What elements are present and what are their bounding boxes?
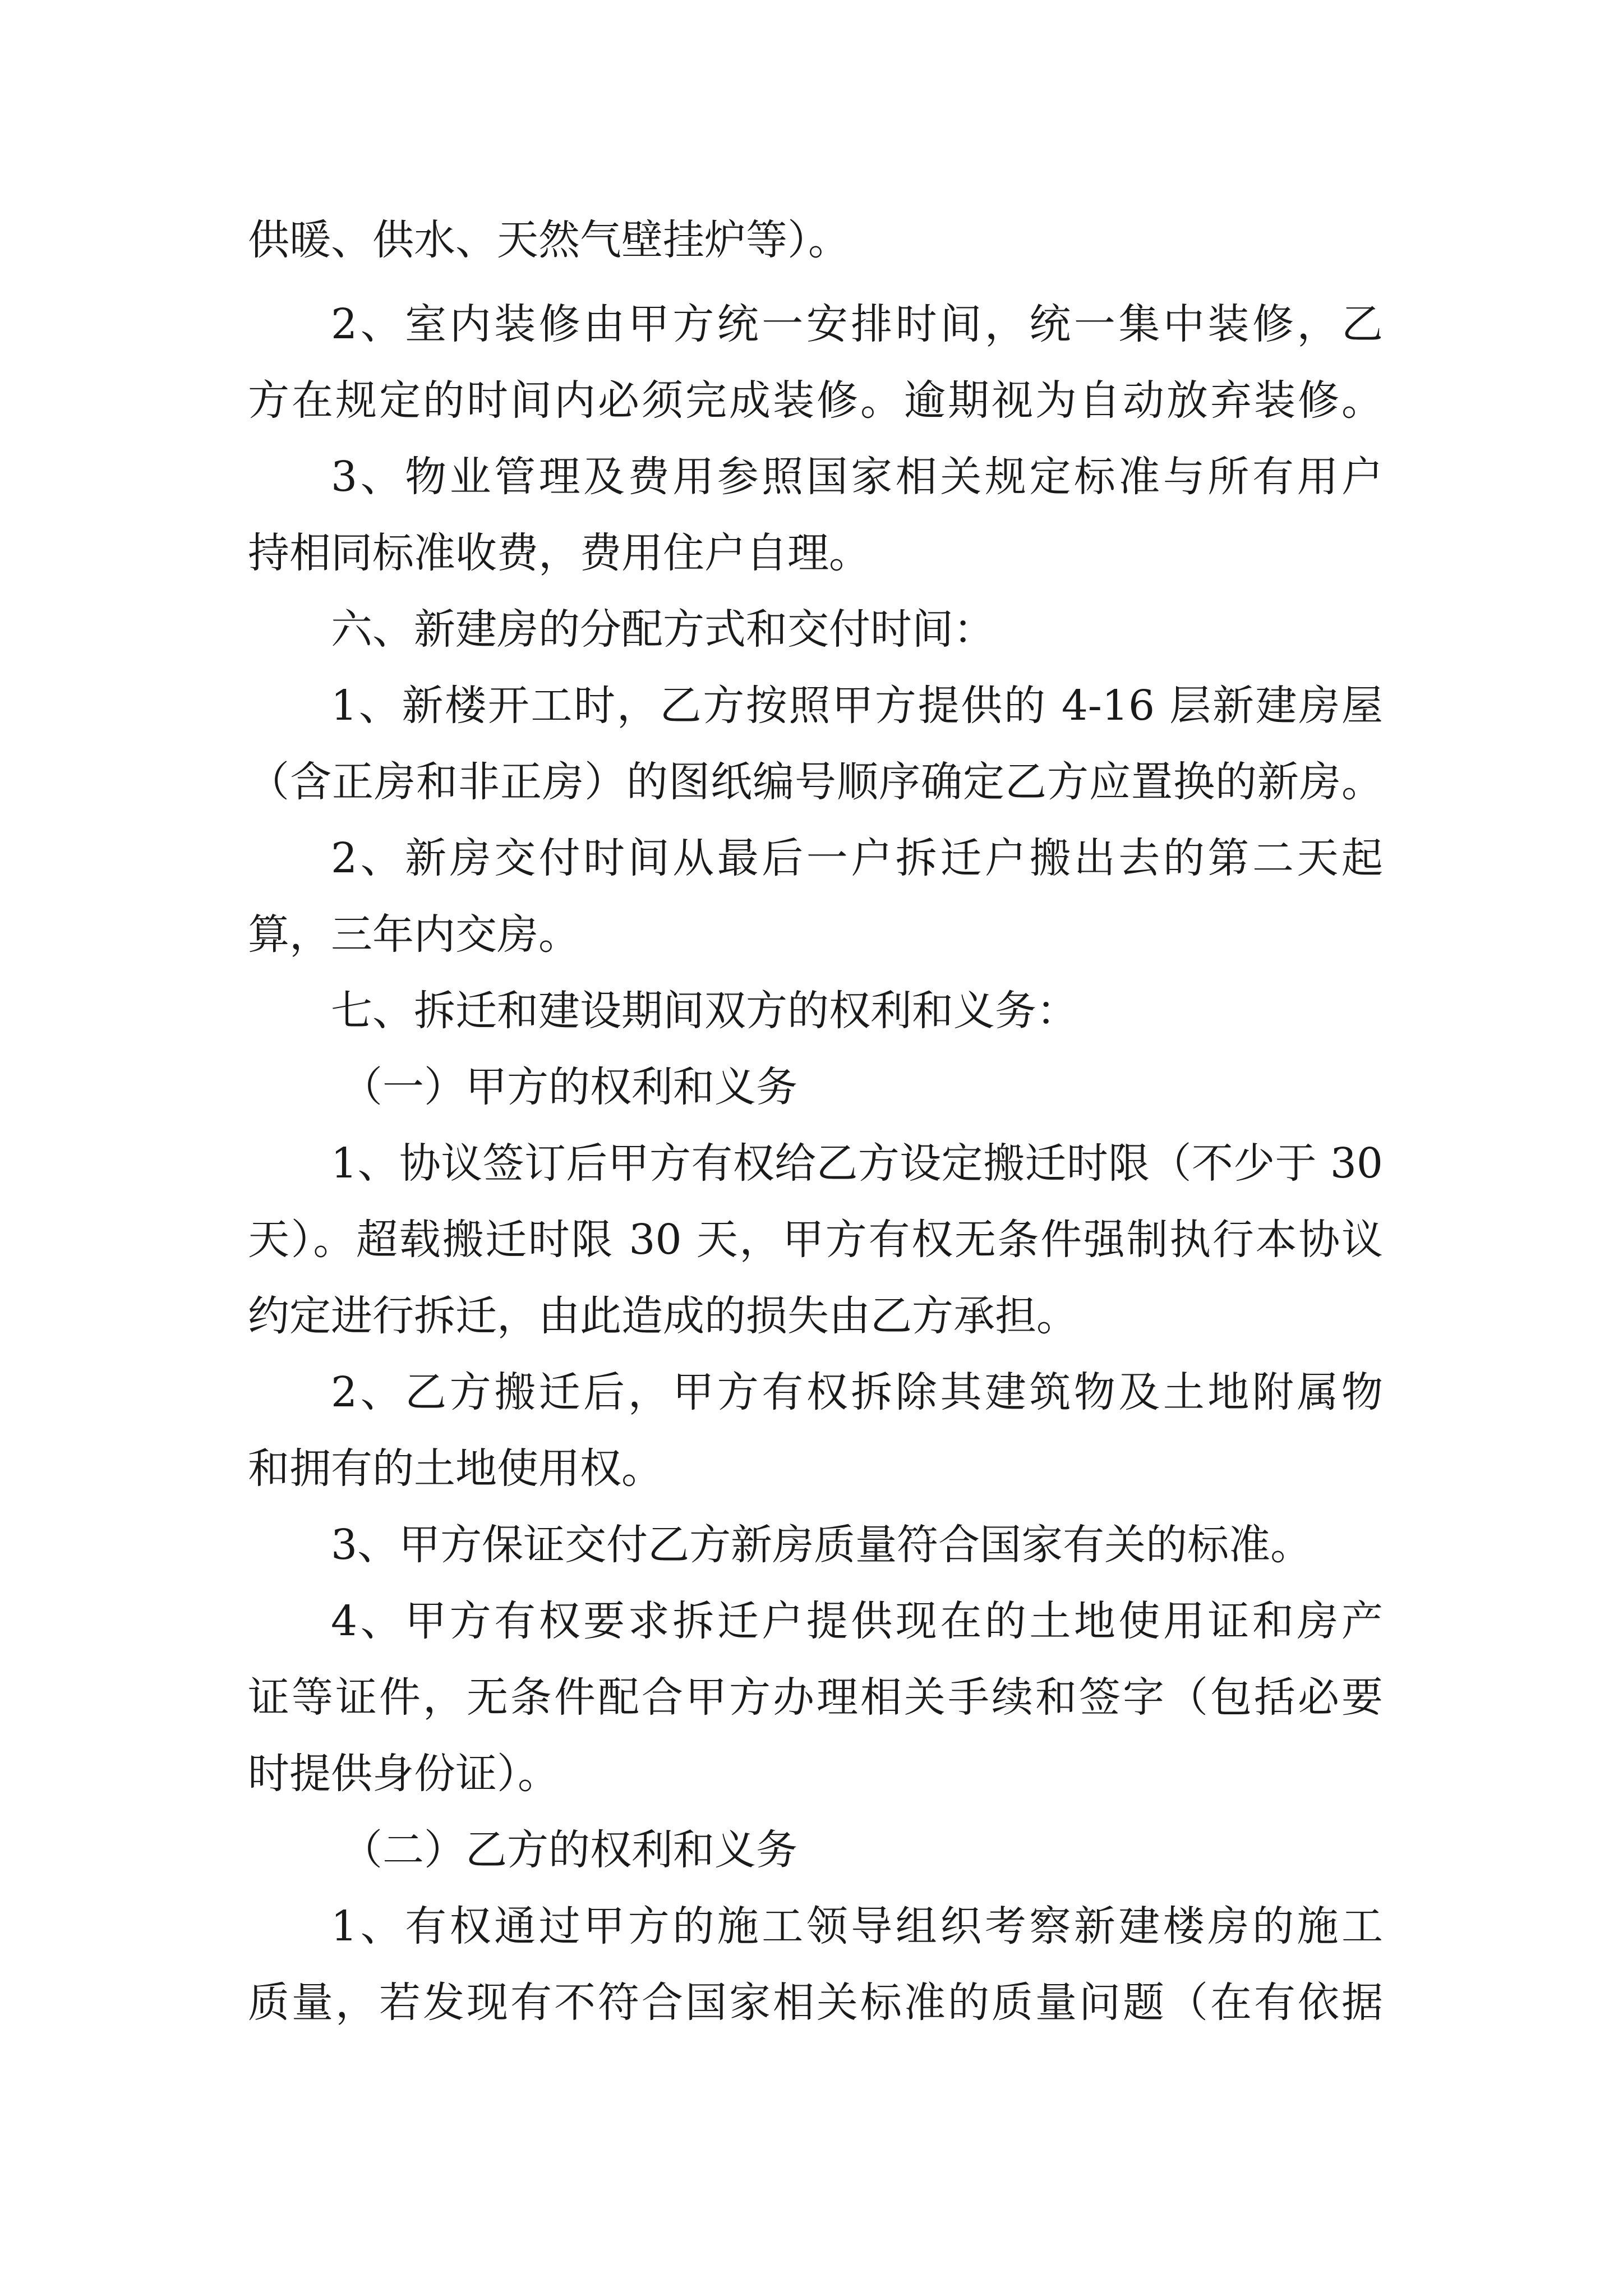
text-line: 4、甲方有权要求拆迁户提供现在的土地使用证和房产 bbox=[331, 1597, 1383, 1645]
subsection-heading: （二）乙方的权利和义务 bbox=[341, 1826, 797, 1874]
subsection-heading: （一）甲方的权利和义务 bbox=[341, 1063, 797, 1111]
text-line: 1、新楼开工时，乙方按照甲方提供的 4-16 层新建房屋 bbox=[331, 682, 1383, 730]
text-line: 1、协议签订后甲方有权给乙方设定搬迁时限（不少于 30 bbox=[331, 1139, 1383, 1188]
text-line: 方在规定的时间内必须完成装修。逾期视为自动放弃装修。 bbox=[248, 376, 1383, 425]
section-heading: 七、拆迁和建设期间双方的权利和义务： bbox=[331, 987, 1078, 1035]
text-line: 时提供身份证）。 bbox=[248, 1750, 559, 1798]
text-line: 3、物业管理及费用参照国家相关规定标准与所有用户 bbox=[331, 453, 1383, 501]
text-line: 2、乙方搬迁后，甲方有权拆除其建筑物及土地附属物 bbox=[331, 1368, 1383, 1416]
text-line: 约定进行拆迁，由此造成的损失由乙方承担。 bbox=[248, 1292, 1078, 1340]
text-line: 质量，若发现有不符合国家相关标准的质量问题（在有依据 bbox=[248, 1978, 1383, 2027]
text-line: （含正房和非正房）的图纸编号顺序确定乙方应置换的新房。 bbox=[248, 758, 1383, 806]
text-line: 1、有权通过甲方的施工领导组织考察新建楼房的施工 bbox=[331, 1902, 1383, 1950]
text-line: 2、新房交付时间从最后一户拆迁户搬出去的第二天起 bbox=[331, 834, 1383, 882]
text-line: 证等证件，无条件配合甲方办理相关手续和签字（包括必要 bbox=[248, 1673, 1383, 1722]
text-line: 2、室内装修由甲方统一安排时间，统一集中装修，乙 bbox=[331, 300, 1383, 348]
text-line: 持相同标准收费，费用住户自理。 bbox=[248, 529, 870, 577]
text-line: 天）。超载搬迁时限 30 天，甲方有权无条件强制执行本协议 bbox=[248, 1216, 1383, 1264]
text-line: 算，三年内交房。 bbox=[248, 910, 580, 959]
text-line: 3、甲方保证交付乙方新房质量符合国家有关的标准。 bbox=[331, 1521, 1312, 1569]
text-line: 供暖、供水、天然气壁挂炉等）。 bbox=[248, 216, 850, 264]
section-heading: 六、新建房的分配方式和交付时间： bbox=[331, 605, 995, 654]
text-line: 和拥有的土地使用权。 bbox=[248, 1444, 663, 1493]
